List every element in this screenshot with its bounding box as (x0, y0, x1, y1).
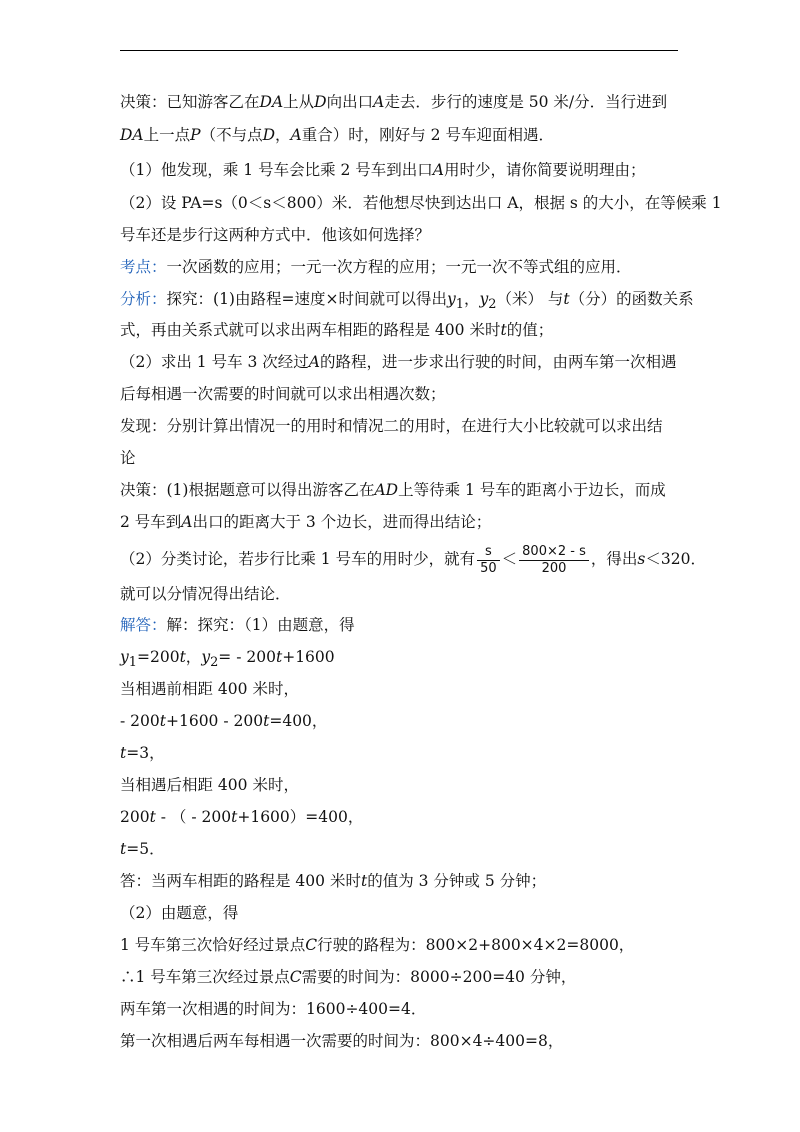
fenxi-line-2: 式，再由关系式就可以求出两车相距的路程是 400 米时t的值； (120, 321, 554, 339)
header-rule (120, 50, 678, 51)
fenxi-line-10: 就可以分情况得出结论． (120, 585, 291, 603)
solution-line-4: t=3， (120, 744, 165, 762)
problem-q2-line-1: （2）设 PA=s（0＜s＜800）米．若他想尽快到达出口 A，根据 s 的大小，在等候乘 1 (120, 194, 722, 212)
solution-line-9: （2）由题意，得 (120, 904, 239, 922)
fenxi-line-3: （2）求出 1 号车 3 次经过A的路程，进一步求出行驶的时间，由两车第一次相遇 (120, 353, 677, 371)
solution-line-8: 答：当两车相距的路程是 400 米时t的值为 3 分钟或 5 分钟； (120, 872, 547, 890)
solution-line-12: 两车第一次相遇的时间为：1600÷400=4． (120, 1000, 427, 1018)
problem-q2-line-2: 号车还是步行这两种方式中．他该如何选择？ (120, 226, 431, 244)
fenxi-label: 分析： (120, 290, 167, 308)
fenxi-line-8: 2 号车到A出口的距离大于 3 个边长，进而得出结论； (120, 513, 492, 531)
problem-q1: （1）他发现，乘 1 号车会比乘 2 号车到出口A用时少，请你简要说明理由； (120, 161, 646, 179)
jieda-label: 解答： (120, 616, 167, 634)
fenxi-line-9: （2）分类讨论，若步行比乘 1 号车的用时少，就有 $\frac{s}{50}$ ＜ $\frac{800\times 2 - s}{200}$ ，得出s＜320． (120, 543, 706, 576)
jieda-line: 解答：解：探究：（1）由题意，得 (120, 616, 355, 634)
solution-line-6: 200t - （ - 200t+1600）=400， (120, 808, 364, 826)
fenxi-line-5: 发现：分别计算出情况一的用时和情况二的用时，在进行大小比较就可以求出结 (120, 417, 663, 435)
fenxi-line-6: 论 (120, 449, 136, 467)
solution-line-13: 第一次相遇后两车每相遇一次需要的时间为：800×4÷400=8， (120, 1032, 564, 1050)
fenxi-line-4: 后每相遇一次需要的时间就可以求出相遇次数； (120, 385, 446, 403)
solution-line-3: - 200t+1600 - 200t=400， (120, 712, 328, 730)
kaodian-label: 考点： (120, 258, 167, 276)
problem-line-2: DA上一点P（不与点D，A重合）时，刚好与 2 号车迎面相遇． (120, 126, 554, 144)
fraction-s-over-50: $\frac{s}{50}$ (477, 544, 500, 577)
fenxi-line-1: 分析：探究：(1)由路程=速度×时间就可以得出$y_1$，$y_2$（米） 与t（分）的函数关系 (120, 290, 694, 313)
solution-line-5: 当相遇后相距 400 米时， (120, 776, 299, 794)
problem-line-1: 决策：已知游客乙在DA上从D向出口A走去．步行的速度是 50 米/分．当行进到 (120, 93, 668, 111)
solution-line-2: 当相遇前相距 400 米时， (120, 680, 299, 698)
solution-line-1: $y_1=200t$，$y_2= - 200t+1600$ (120, 648, 335, 671)
solution-line-11: ∴1 号车第三次经过景点C需要的时间为：8000÷200=40 分钟， (120, 968, 577, 986)
kaodian-line: 考点：一次函数的应用；一元一次方程的应用；一元一次不等式组的应用． (120, 258, 632, 276)
fenxi-line-7: 决策：(1)根据题意可以得出游客乙在AD上等待乘 1 号车的距离小于边长，而成 (120, 481, 666, 499)
fraction-walk-time: $\frac{800\times 2 - s}{200}$ (519, 544, 589, 577)
solution-line-7: t=5． (120, 840, 165, 858)
solution-line-10: 1 号车第三次恰好经过景点C行驶的路程为：800×2+800×4×2=8000， (120, 936, 635, 954)
